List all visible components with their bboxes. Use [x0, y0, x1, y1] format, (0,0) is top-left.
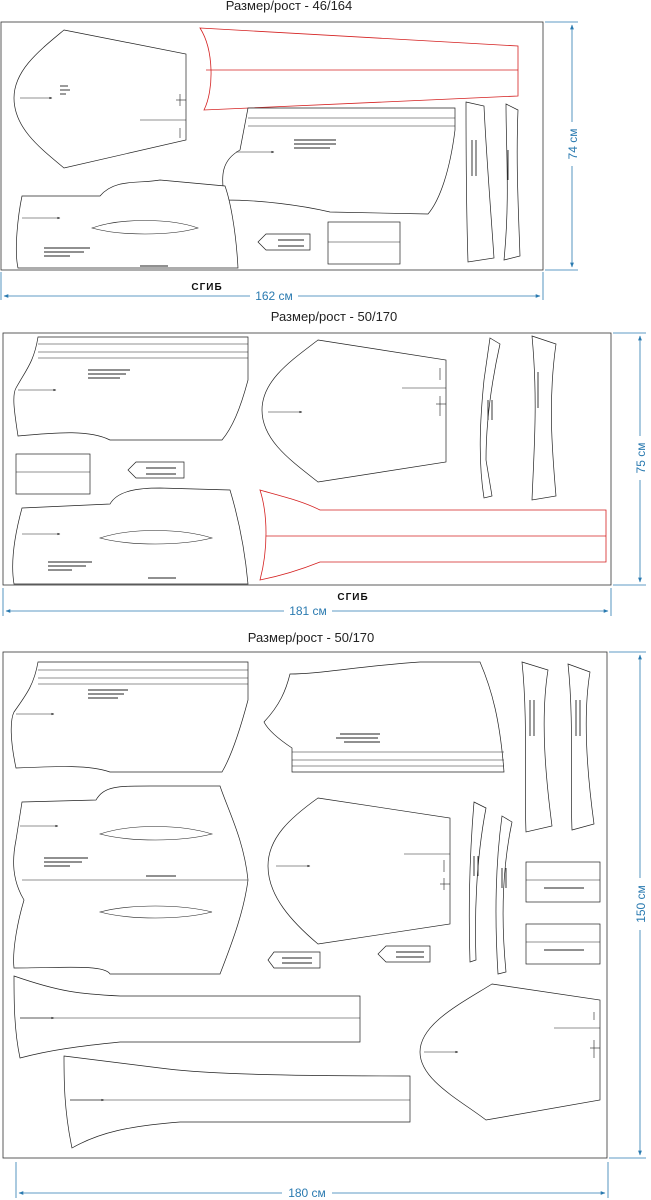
pattern-rectangles: [526, 862, 600, 964]
pattern-sleeve: [268, 798, 450, 944]
layout-1-fold-label: СГИБ: [191, 282, 223, 293]
layout-1: [1, 0, 581, 303]
pattern-trouser-red: [260, 490, 606, 580]
layout-2-height-label: 75 см: [634, 442, 648, 474]
pattern-front: [16, 180, 238, 268]
pattern-trouser-2: [64, 1056, 410, 1148]
pattern-belt-strips-center: [469, 802, 512, 974]
layout-3-height-label: 150 см: [634, 885, 648, 923]
layout-2-width-label: 181 см: [289, 604, 327, 618]
pattern-back: [223, 108, 455, 214]
layout-2: [3, 309, 649, 619]
layout-1-title: Размер/рост - 46/164: [225, 0, 353, 13]
pattern-small-pieces: [268, 946, 430, 968]
pattern-front: [13, 488, 248, 584]
pattern-back-2: [264, 662, 504, 772]
pattern-belt-strips: [466, 102, 520, 262]
pattern-trouser-1: [14, 976, 360, 1058]
pattern-trouser-red: [200, 28, 518, 110]
pattern-sleeve: [262, 340, 446, 482]
layout-3-width-label: 180 см: [288, 1186, 326, 1200]
pattern-back: [11, 662, 248, 772]
pattern-belt-strips: [480, 336, 556, 500]
layout-3-title: Размер/рост - 50/170: [247, 630, 375, 645]
layout-3: [3, 630, 649, 1200]
pattern-sleeve-2: [420, 984, 600, 1120]
pattern-belt-strips-right: [522, 662, 594, 832]
pattern-sleeve: [14, 30, 186, 168]
layout-1-height-label: 74 см: [566, 128, 580, 160]
pattern-small-pieces: [258, 222, 400, 264]
layout-1-width-label: 162 см: [255, 289, 293, 303]
layout-2-title: Размер/рост - 50/170: [270, 309, 398, 324]
pattern-back: [14, 337, 248, 440]
layout-2-fold-label: СГИБ: [337, 592, 369, 603]
pattern-front-double: [14, 786, 248, 974]
